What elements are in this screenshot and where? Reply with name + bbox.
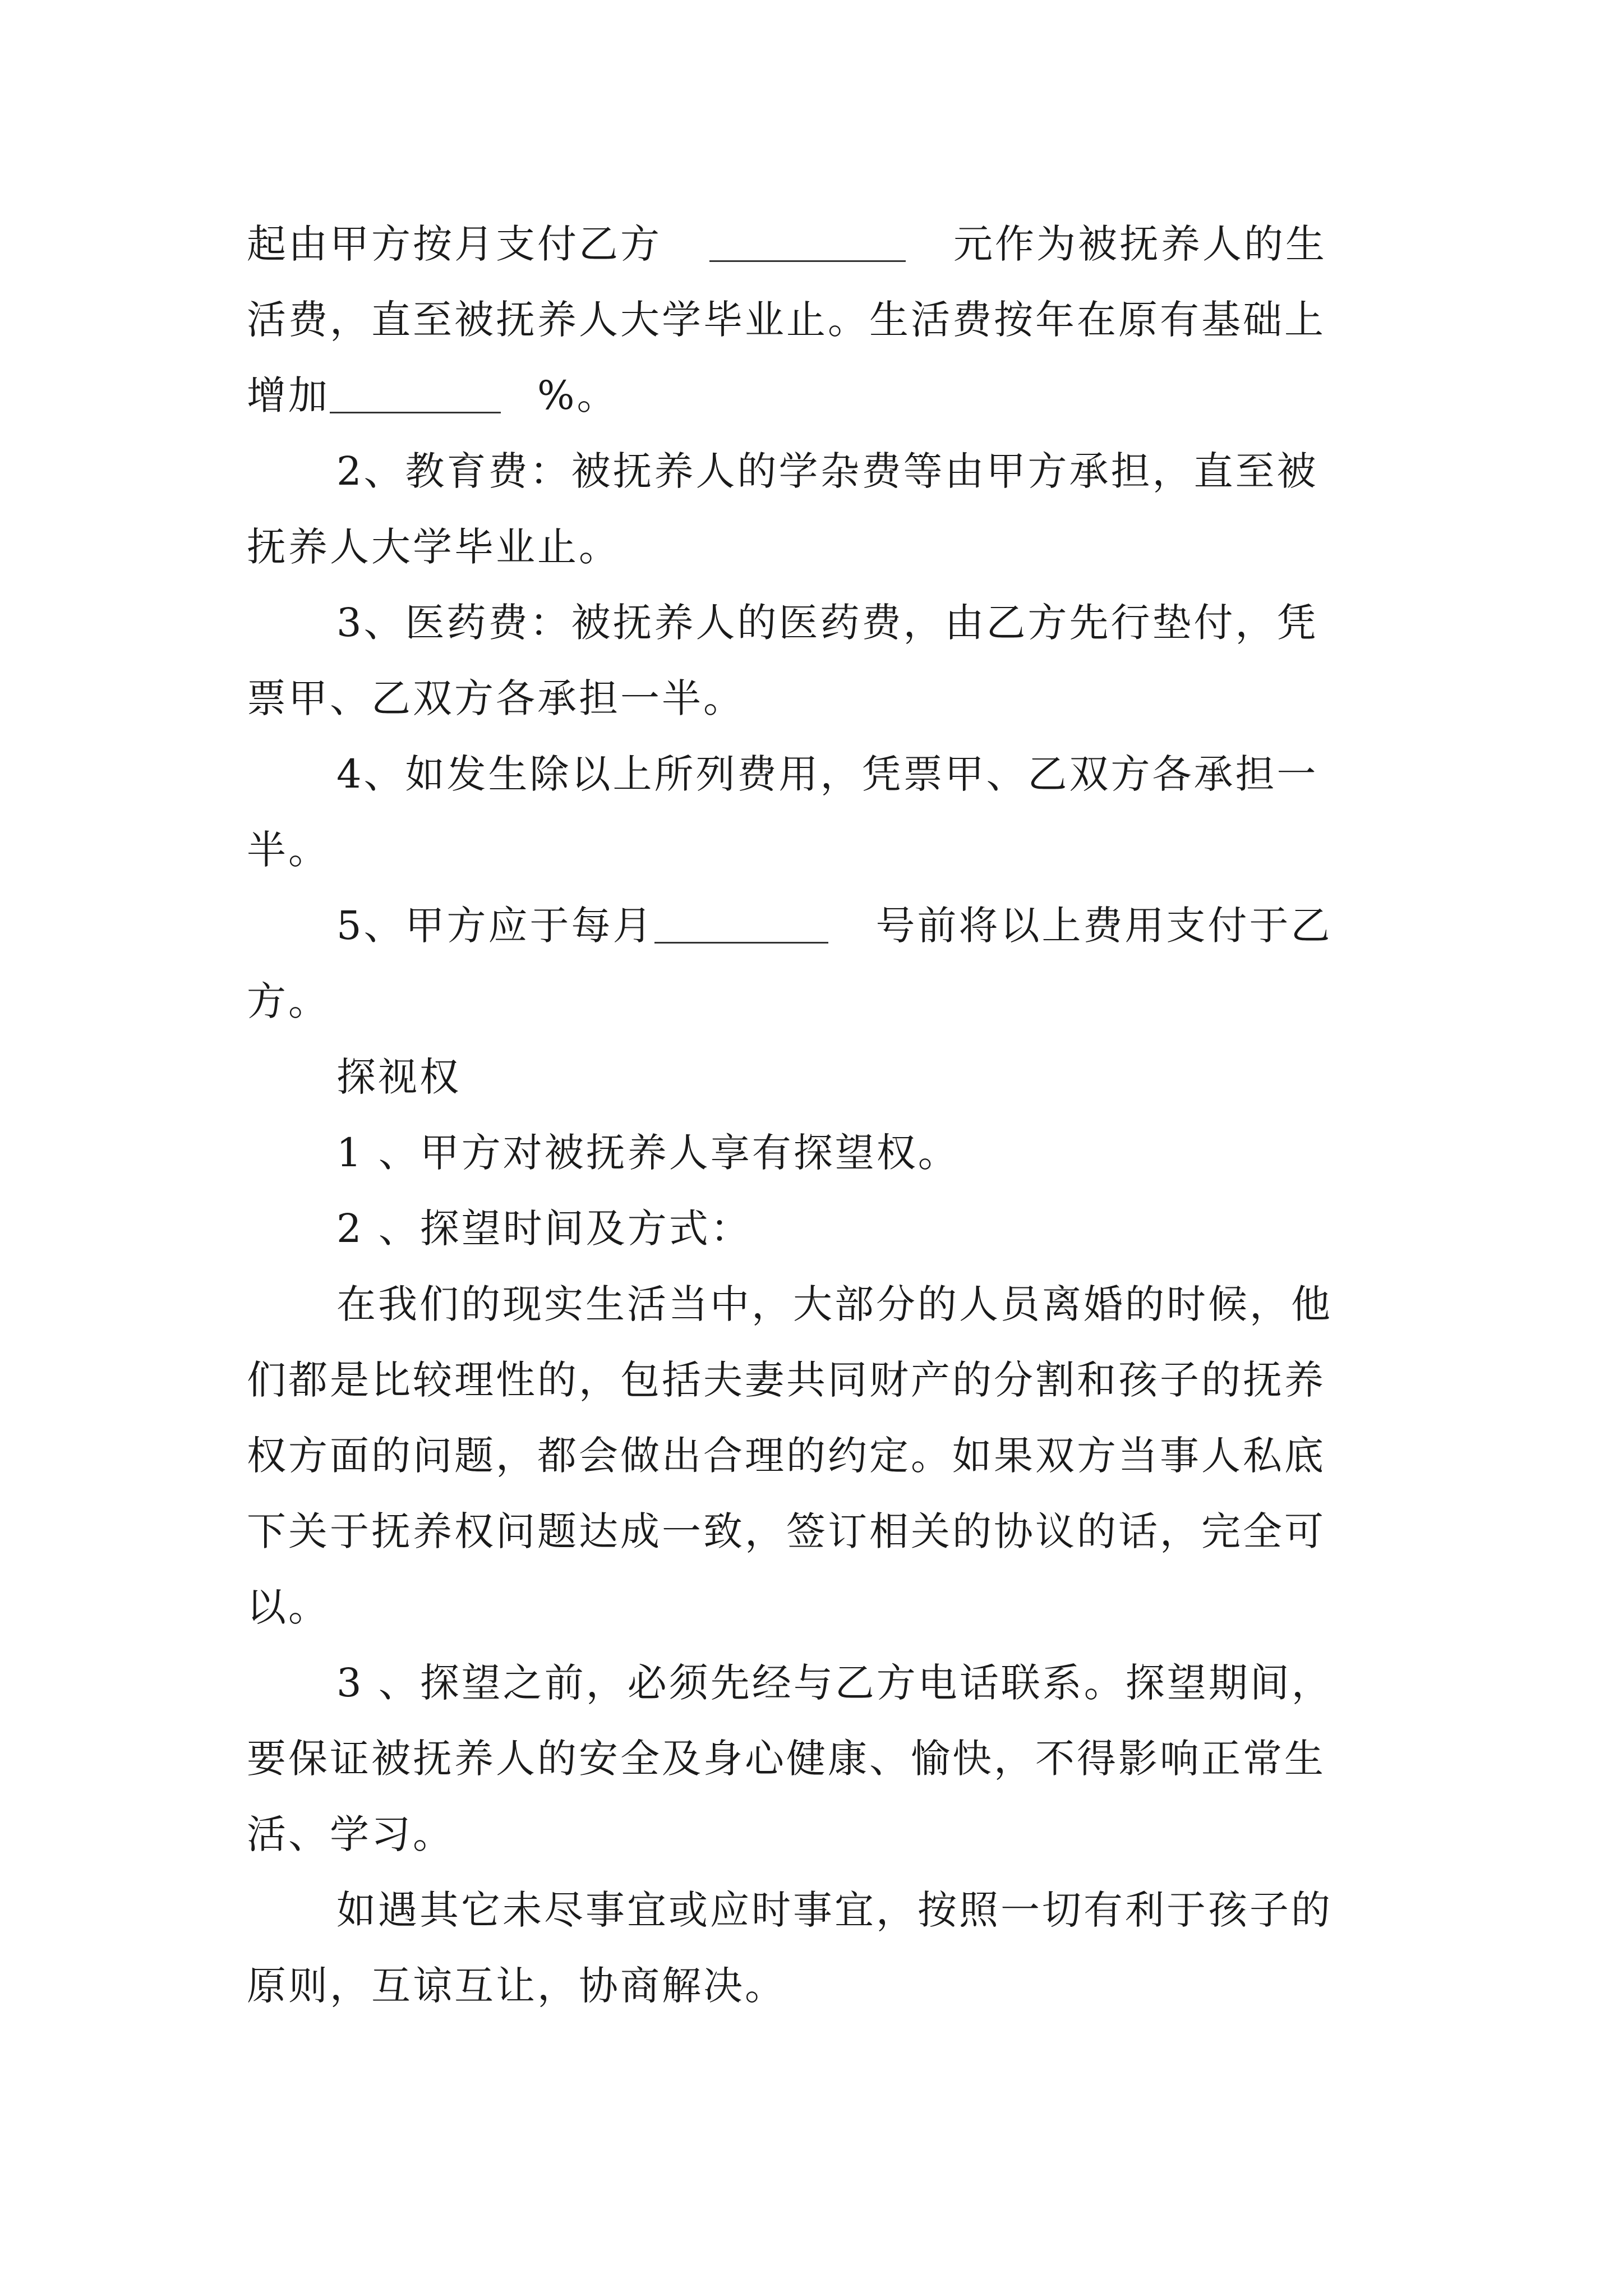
text-line: 原则，互谅互让，协商解决。 xyxy=(247,1963,786,2009)
text-line: 在我们的现实生活当中，大部分的人员离婚的时候，他 xyxy=(336,1281,1332,1327)
text-line xyxy=(247,216,1327,272)
text-segment: %。 xyxy=(537,372,619,418)
text-line: 4、如发生除以上所列费用，凭票甲、乙双方各承担一 xyxy=(336,751,1318,797)
text-line: 们都是比较理性的，包括夫妻共同财产的分割和孩子的抚养 xyxy=(247,1357,1326,1403)
text-line: 2 、探望时间及方式： xyxy=(336,1205,752,1251)
text-line xyxy=(336,898,1332,954)
fill-in-blank[interactable] xyxy=(330,370,501,409)
text-segment: 起由甲方按月支付乙方 xyxy=(247,221,662,267)
text-line: 以。 xyxy=(247,1584,330,1630)
text-segment: 元作为被抚养人的生 xyxy=(953,221,1327,267)
text-line: 如遇其它未尽事宜或应时事宜，按照一切有利于孩子的 xyxy=(336,1887,1332,1933)
text-segment: 增加 xyxy=(247,372,330,418)
text-line: 活、学习。 xyxy=(247,1811,454,1857)
text-line: 要保证被抚养人的安全及身心健康、愉快，不得影响正常生 xyxy=(247,1736,1326,1782)
text-line xyxy=(247,367,619,424)
text-line: 下关于抚养权问题达成一致，签订相关的协议的话，完全可 xyxy=(247,1508,1326,1554)
text-line: 3、医药费：被抚养人的医药费，由乙方先行垫付，凭 xyxy=(336,600,1318,646)
text-line: 权方面的问题，都会做出合理的约定。如果双方当事人私底 xyxy=(247,1433,1326,1479)
text-line: 1 、甲方对被抚养人享有探望权。 xyxy=(336,1130,960,1176)
text-segment: 5、甲方应于每月 xyxy=(336,903,654,949)
section-heading: 探视权 xyxy=(336,1054,461,1100)
fill-in-blank[interactable] xyxy=(654,900,828,939)
text-line: 活费，直至被抚养人大学毕业止。生活费按年在原有基础上 xyxy=(247,297,1326,343)
text-line: 半。 xyxy=(247,827,330,873)
text-segment: 号前将以上费用支付于乙 xyxy=(875,903,1332,949)
fill-in-blank[interactable] xyxy=(709,218,906,257)
text-line: 2、教育费：被抚养人的学杂费等由甲方承担，直至被 xyxy=(336,448,1318,494)
text-line: 3 、探望之前，必须先经与乙方电话联系。探望期间， xyxy=(336,1660,1333,1706)
text-line: 方。 xyxy=(247,978,330,1024)
text-line: 票甲、乙双方各承担一半。 xyxy=(247,675,745,721)
text-line: 抚养人大学毕业止。 xyxy=(247,524,620,570)
